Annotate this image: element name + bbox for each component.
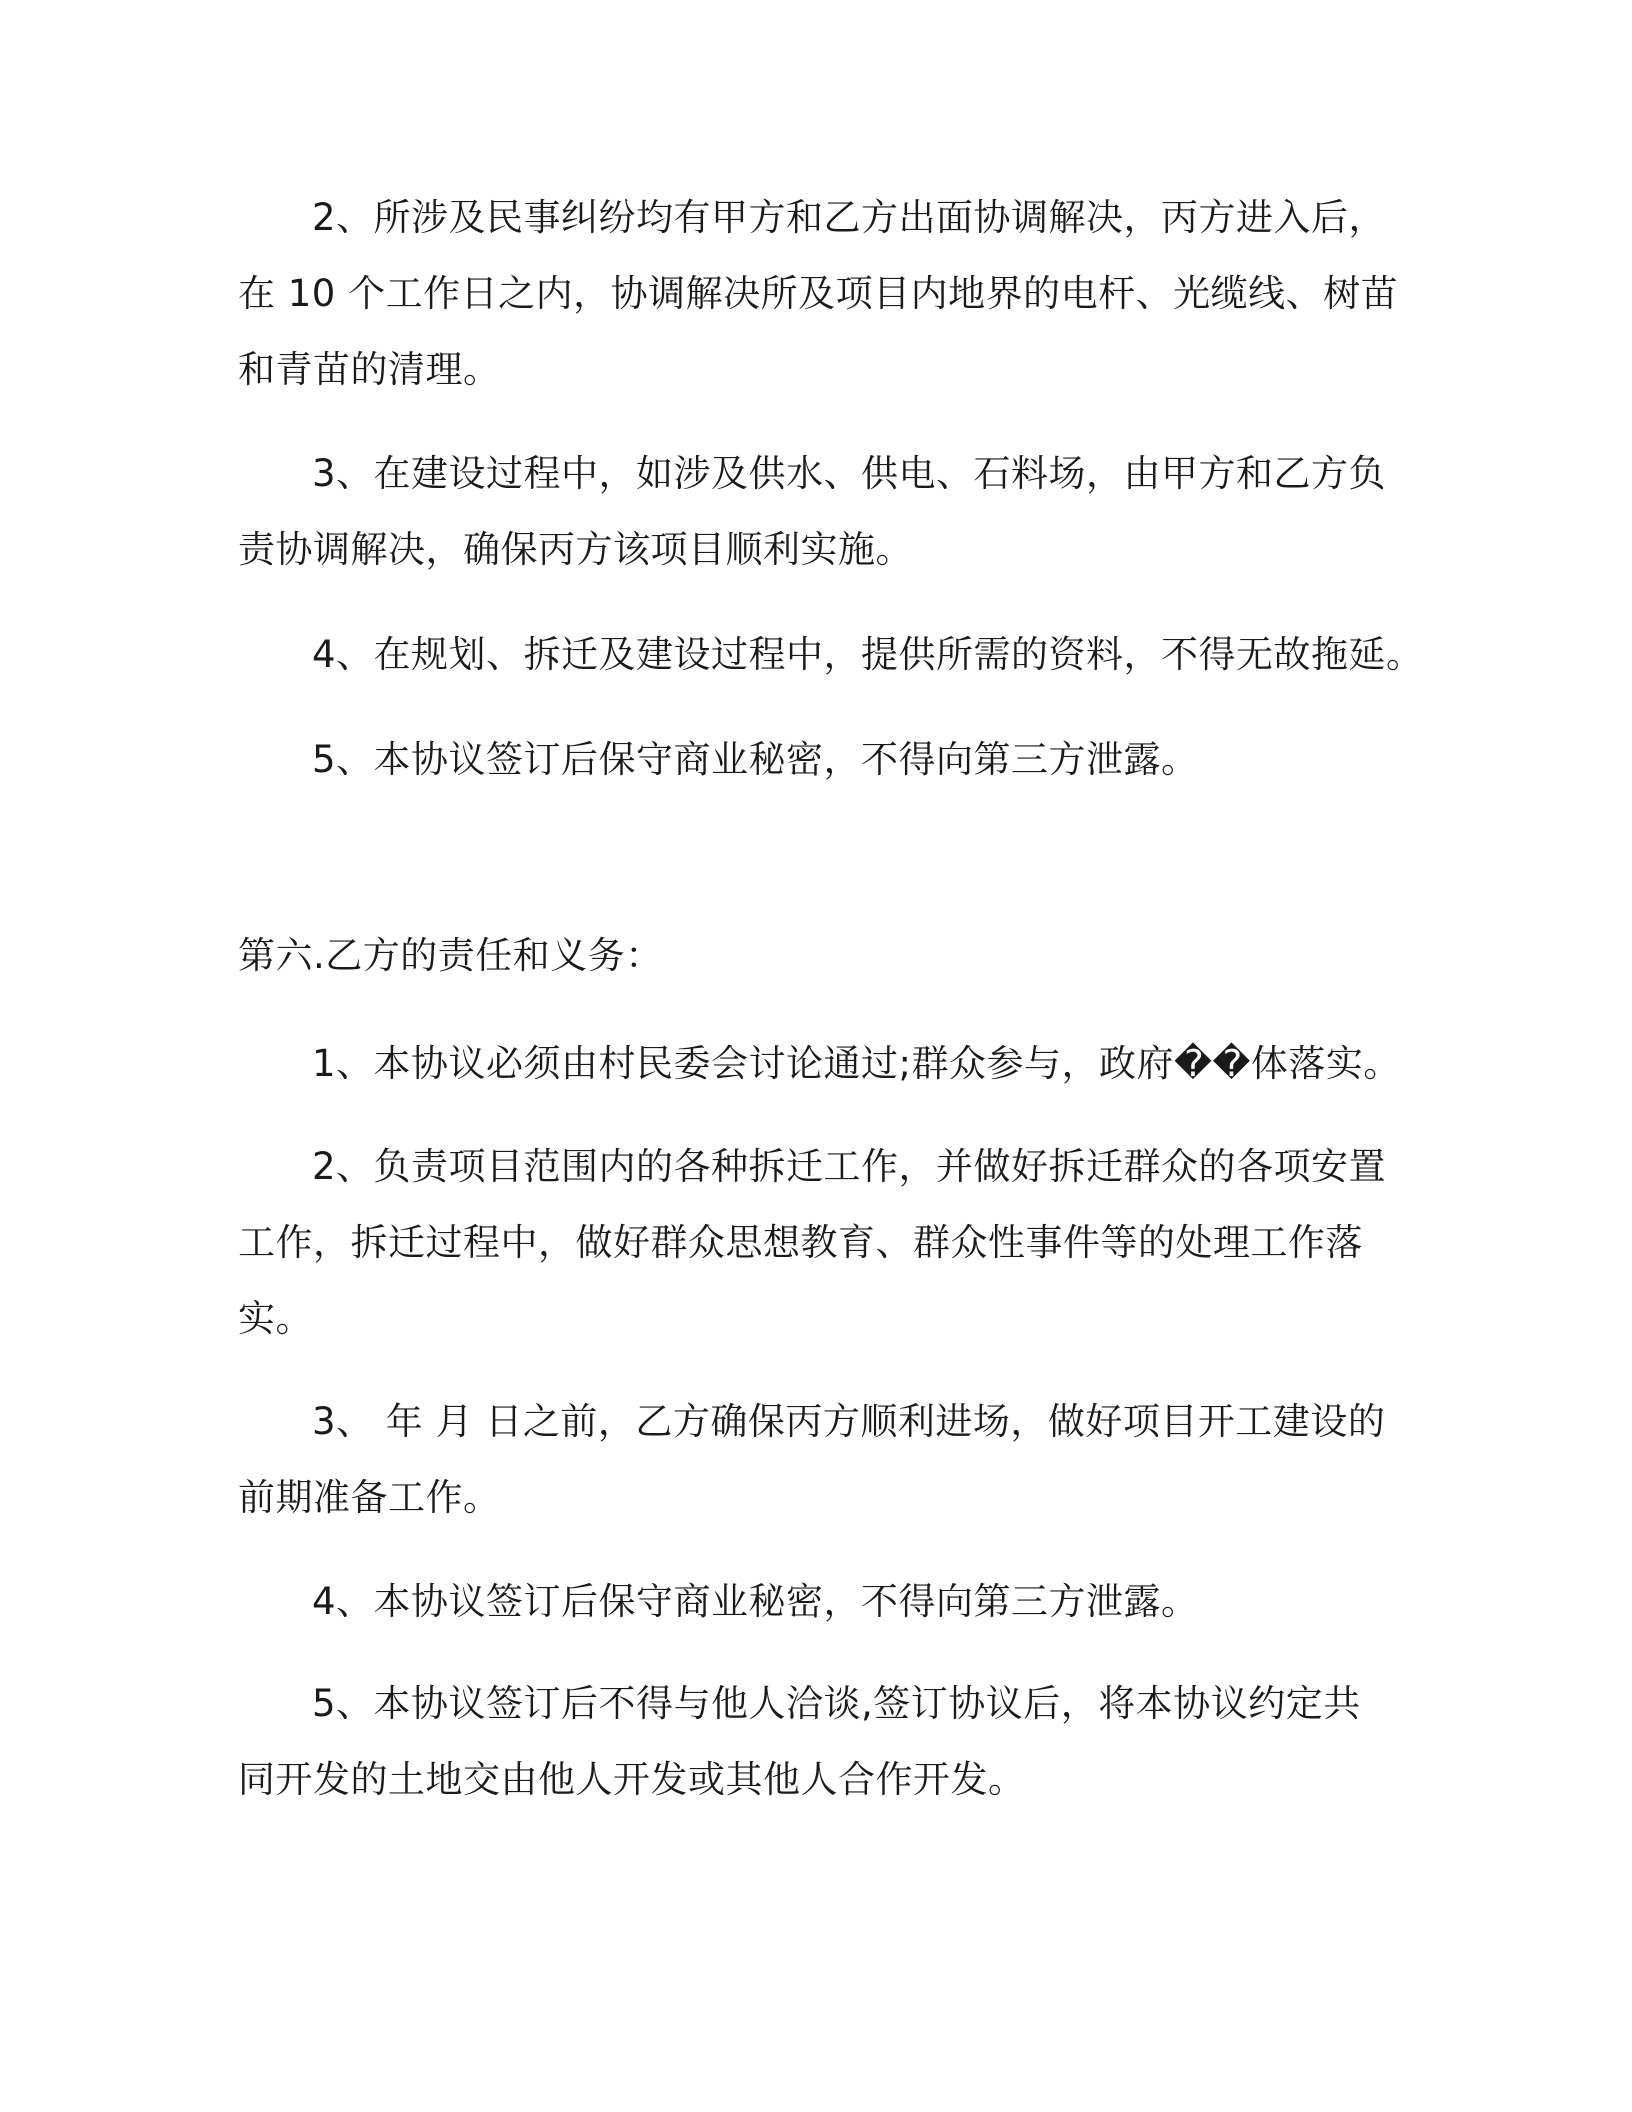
clause-a-3 [238, 436, 1398, 588]
clause-a-2 [238, 180, 1398, 408]
section-heading-text: 第六.乙方的责任和义务： [238, 934, 663, 977]
clause-line: 和青苗的清理。 [238, 348, 501, 391]
clause-b-1 [238, 1026, 1401, 1102]
clause-line: 3、 年 月 日之前，乙方确保丙方顺利进场，做好项目开工建设的 [312, 1400, 1386, 1443]
clause-line: 同开发的土地交由他人开发或其他人合作开发。 [238, 1758, 1026, 1801]
clause-line: 1、本协议必须由村民委会讨论通过;群众参与，政府��体落实。 [312, 1042, 1401, 1085]
clause-b-3 [238, 1384, 1398, 1536]
clause-line: 2、负责项目范围内的各种拆迁工作，并做好拆迁群众的各项安置 [312, 1145, 1387, 1188]
clause-line: 工作，拆迁过程中，做好群众思想教育、群众性事件等的处理工作落 [238, 1221, 1363, 1264]
clause-line: 4、本协议签订后保守商业秘密，不得向第三方泄露。 [312, 1580, 1199, 1623]
clause-b-4 [238, 1564, 1398, 1640]
clause-line: 5、本协议签订后保守商业秘密，不得向第三方泄露。 [312, 738, 1199, 781]
clause-line: 在 10 个工作日之内，协调解决所及项目内地界的电杆、光缆线、树苗 [238, 272, 1399, 315]
clause-line: 实。 [238, 1297, 313, 1340]
clause-line: 前期准备工作。 [238, 1476, 501, 1519]
clause-line: 责协调解决，确保丙方该项目顺利实施。 [238, 528, 913, 571]
clause-b-5 [238, 1666, 1398, 1818]
section-heading [238, 918, 1398, 994]
clause-line: 2、所涉及民事纠纷均有甲方和乙方出面协调解决，丙方进入后， [312, 196, 1387, 239]
clause-line: 3、在建设过程中，如涉及供水、供电、石料场，由甲方和乙方负 [312, 452, 1387, 495]
clause-b-2 [238, 1129, 1398, 1357]
clause-line: 4、在规划、拆迁及建设过程中，提供所需的资料，不得无故拖延。 [312, 633, 1424, 676]
clause-a-4 [238, 617, 1424, 693]
clause-line: 5、本协议签订后不得与他人洽谈,签订协议后，将本协议约定共 [312, 1682, 1361, 1725]
clause-a-5 [238, 722, 1398, 798]
